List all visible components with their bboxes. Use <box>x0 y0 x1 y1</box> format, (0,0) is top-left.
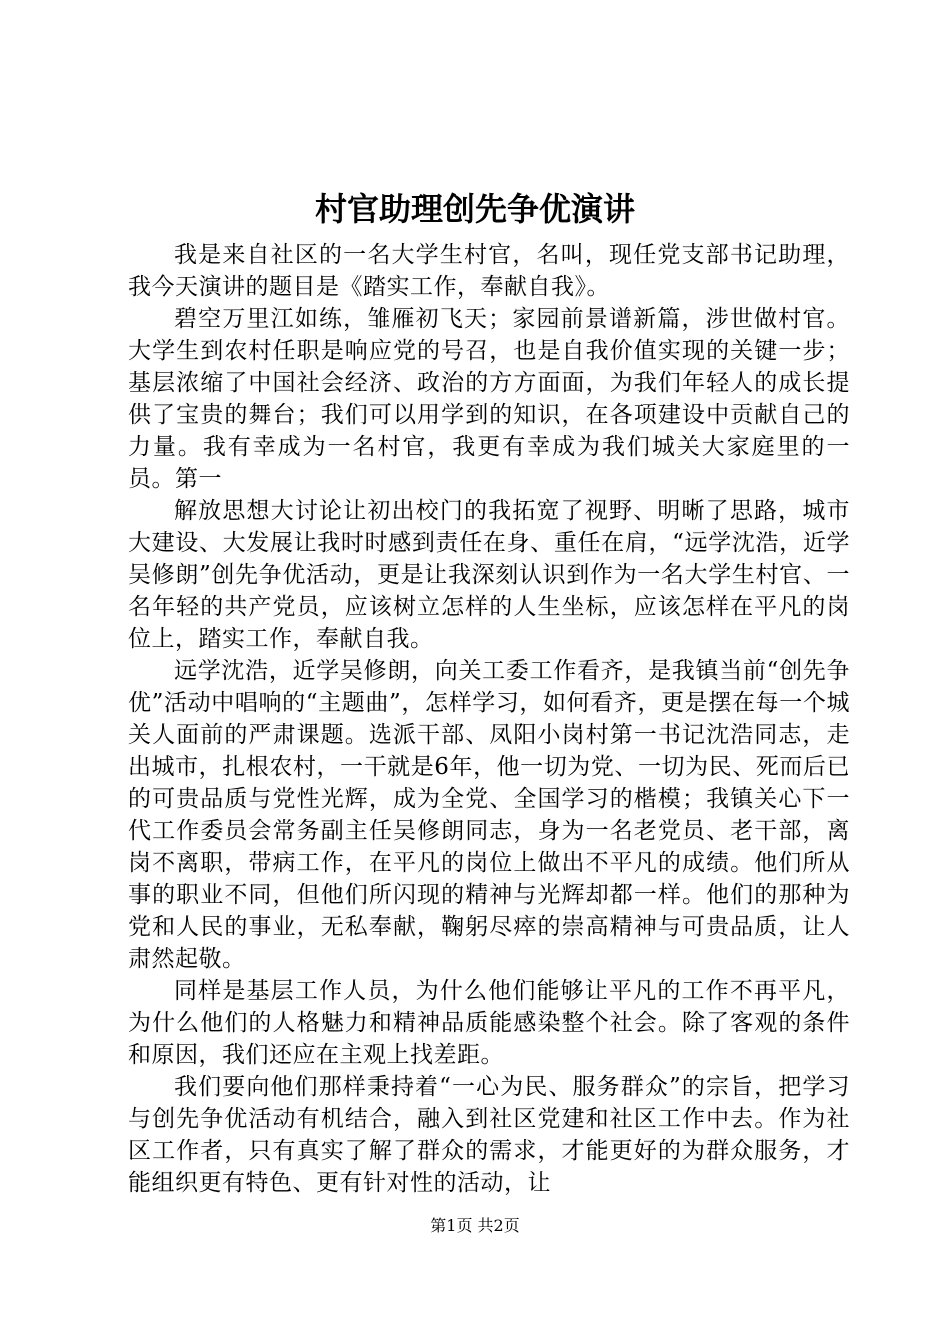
page-footer: 第1页 共2页 <box>430 1216 520 1235</box>
paragraph-5: 同样是基层工作人员，为什么他们能够让平凡的工作不再平凡，为什么他们的人格魅力和精神品质能感染整个社会。除了客观的条件和原因，我们还应在主观上找差距。 <box>128 978 850 1068</box>
paragraph-3: 解放思想大讨论让初出校门的我拓宽了视野、明晰了思路，城市大建设、大发展让我时时感到责任在身、重任在肩，“远学沈浩，近学吴修朗”创先争优活动，更是让我深刻认识到作为一名大学生村官、一名年轻的共产党员，应该树立怎样的人生坐标，应该怎样在平凡的岗位上，踏实工作，奉献自我。 <box>128 498 850 652</box>
paragraph-2: 碧空万里江如练，雏雁初飞天；家园前景谱新篇，涉世做村官。大学生到农村任职是响应党的号召，也是自我价值实现的关键一步；基层浓缩了中国社会经济、政治的方方面面，为我们年轻人的成长提供了宝贵的舞台；我们可以用学到的知识，在各项建设中贡献自己的力量。我有幸成为一名村官，我更有幸成为我们城关大家庭里的一员。第一 <box>128 306 850 492</box>
document-title: 村官助理创先争优演讲 <box>314 190 635 228</box>
paragraph-6: 我们要向他们那样秉持着“一心为民、服务群众”的宗旨，把学习与创先争优活动有机结合，融入到社区党建和社区工作中去。作为社区工作者，只有真实了解了群众的需求，才能更好的为群众服务，才能组织更有特色、更有针对性的活动，让 <box>128 1074 850 1196</box>
document-body <box>128 239 850 1199</box>
paragraph-1: 我是来自社区的一名大学生村官，名叫，现任党支部书记助理，我今天演讲的题目是《踏实工作，奉献自我》。 <box>128 242 850 300</box>
paragraph-4: 远学沈浩，近学吴修朗，向关工委工作看齐，是我镇当前“创先争优”活动中唱响的“主题曲”，怎样学习，如何看齐，更是摆在每一个城关人面前的严肃课题。选派干部、凤阳小岗村第一书记沈浩同志，走出城市，扎根农村，一干就是6年，他一切为党、一切为民、死而后已的可贵品质与党性光辉，成为全党、全国学习的楷模；我镇关心下一代工作委员会常务副主任吴修朗同志，身为一名老党员、老干部，离岗不离职，带病工作，在平凡的岗位上做出不平凡的成绩。他们所从事的职业不同，但他们所闪现的精神与光辉却都一样。他们的那种为党和人民的事业，无私奉献，鞠躬尽瘁的崇高精神与可贵品质，让人肃然起敬。 <box>128 658 850 972</box>
